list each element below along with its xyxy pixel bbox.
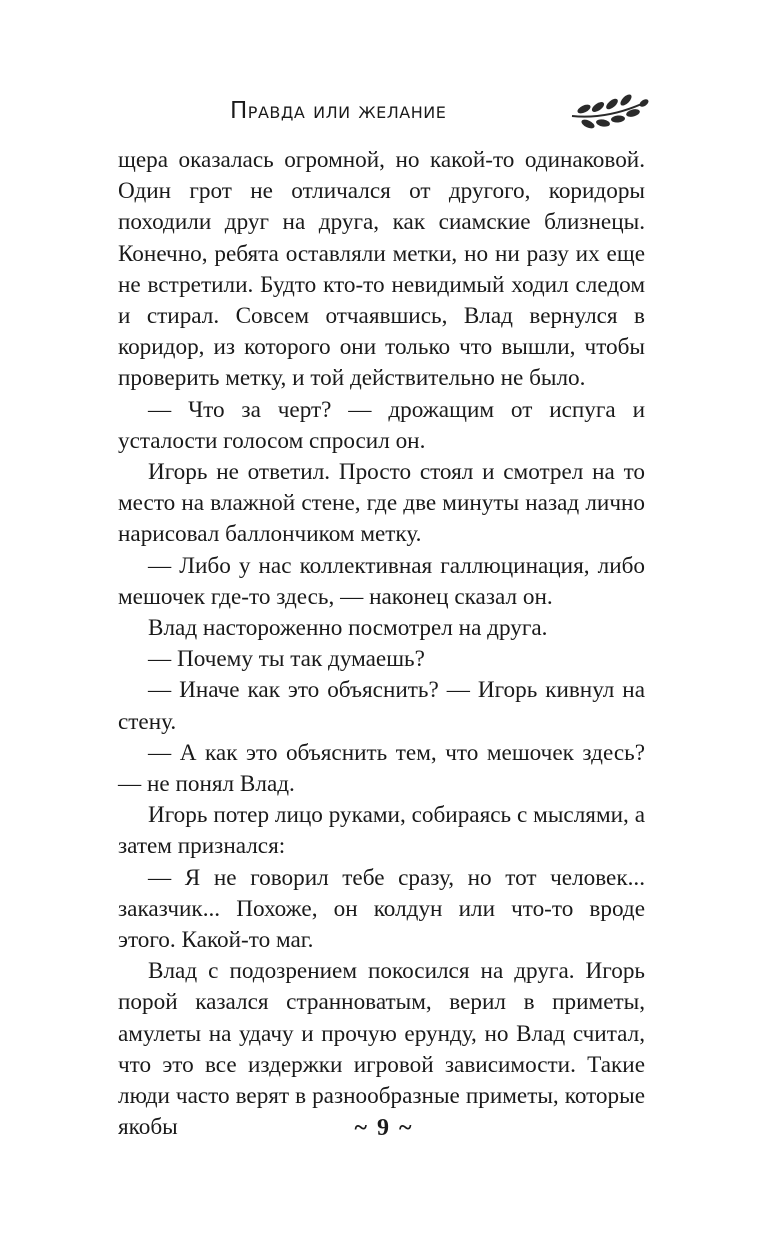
paragraph-10: — Я не говорил тебе сразу, но тот человек... заказчик... Похоже, он колдун или что-то вроде этого. Какой-то маг. (118, 864, 645, 954)
page-number: ~ 9 ~ (354, 1115, 414, 1141)
paragraph-8: — А как это объяснить тем, что мешочек здесь? — не понял Влад. (118, 739, 645, 798)
paragraph-4: — Либо у нас коллективная галлюцинация, либо мешочек где-то здесь, — наконец сказал он. (118, 552, 645, 610)
paragraph-3: Игорь не ответил. Просто стоял и смотрел на то место на влажной стене, где две минуты назад лично нарисовал баллончиком метку. (118, 459, 645, 548)
paragraph-6: — Почему ты так думаешь? (148, 646, 425, 673)
paragraph-11: Влад с подозрением покосился на друга. Игорь порой казался странноватым, верил в приметы, амулеты на удачу и прочую ерунду, но Влад считал, что это все издержки игровой зависимости. Такие люди часто верят в разнообразные приметы, которые якобы (118, 958, 645, 1141)
paragraph-5: Влад настороженно посмотрел на друга. (148, 615, 548, 642)
paragraph-2: — Что за черт? — дрожащим от испуга и усталости голосом спросил он. (118, 396, 645, 454)
paragraph-7: — Иначе как это объяснить? — Игорь кивнул на стену. (118, 677, 645, 735)
running-title: Правда или желание (230, 98, 447, 124)
paragraph-1: щера оказалась огромной, но какой-то одинаковой. Один грот не отличался от другого, коридоры походили друг на друга, как сиамские близнецы. Конечно, ребята оставляли метки, но ни разу их еще не встретили. Будто кто-то невидимый ходил следом и стирал. Совсем отчаявшись, Влад вернулся в коридор, из которого они только что вышли, чтобы проверить метку, и той действительно не было. (118, 147, 645, 392)
running-header (118, 92, 678, 136)
laurel-branch-icon (568, 94, 650, 134)
body-text (118, 145, 645, 1144)
paragraph-9: Игорь потер лицо руками, собираясь с мыслями, а затем признался: (118, 802, 645, 860)
